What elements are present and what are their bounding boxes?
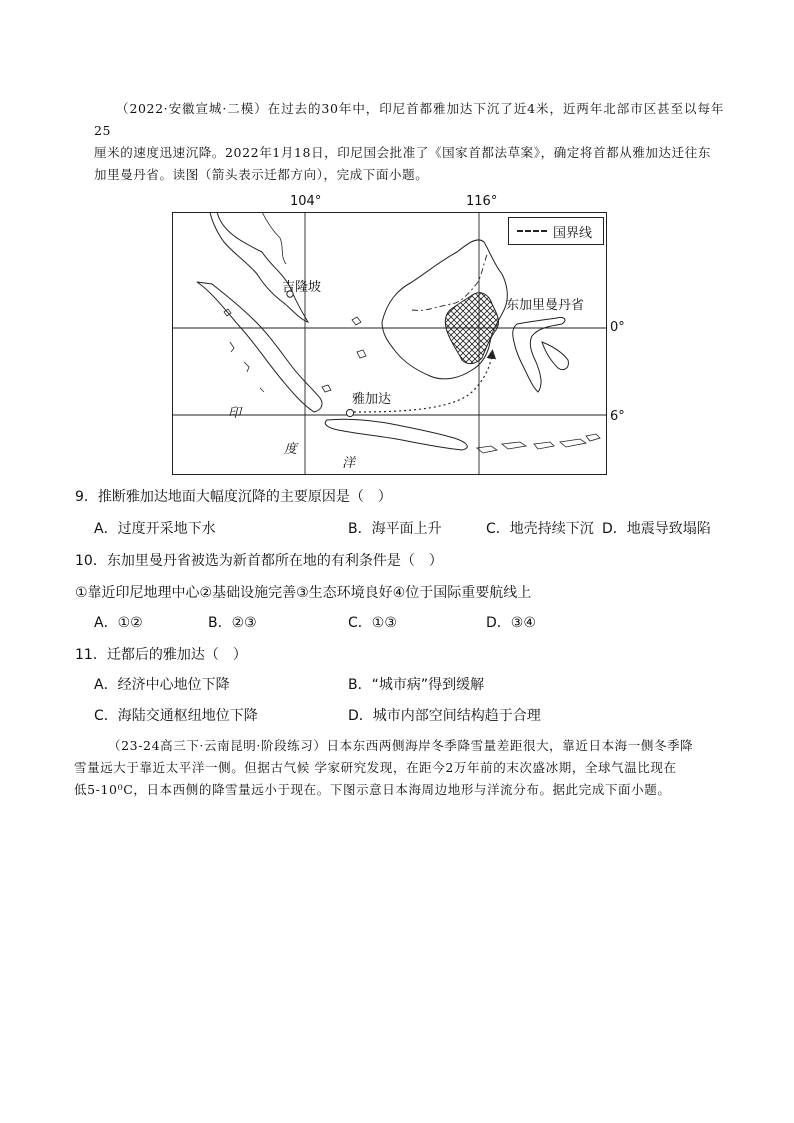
map-svg [172, 212, 607, 475]
q10-stem: 10．东加里曼丹省被选为新首都所在地的有利条件是（ ） [75, 553, 443, 569]
ocean-label-3: 洋 [342, 456, 356, 471]
lat-label-0: 0° [610, 320, 625, 335]
q9-option-d[interactable]: D．地震导致塌陷 [602, 521, 711, 537]
intro-line: 厘米的速度迅速沉降。2022年1月18日，印尼国会批准了《国家首都法草案》，确定将首都从雅加达迁往东 [94, 145, 711, 160]
map-frame [172, 212, 607, 475]
q9-option-c[interactable]: C．地壳持续下沉 [486, 521, 594, 537]
ocean-label-1: 印 [228, 406, 242, 421]
q11-option-b[interactable]: B．“城市病”得到缓解 [348, 677, 485, 693]
q11-option-d[interactable]: D．城市内部空间结构趋于合理 [348, 708, 541, 724]
q11-option-a[interactable]: A．经济中心地位下降 [94, 677, 230, 693]
place-jakarta: 雅加达 [352, 392, 392, 407]
intro-paragraph-1 [94, 98, 724, 186]
lat-label-6: 6° [610, 409, 625, 424]
q10-option-b[interactable]: B．②③ [208, 615, 257, 631]
lon-label-116: 116° [466, 194, 498, 209]
intro-line: 低5-10⁰C，日本西侧的降雪量远小于现在。下图示意日本海周边地形与洋流分布。据此完成下面小题。 [74, 782, 671, 797]
border-line-icon [517, 230, 547, 232]
place-east-kalimantan: 东加里曼丹省 [506, 298, 585, 313]
q10-option-c[interactable]: C．①③ [348, 615, 397, 631]
lon-label-104: 104° [290, 194, 322, 209]
ocean-label-2: 度 [284, 442, 298, 457]
intro-line: （2022·安徽宣城·二模）在过去的30年中，印尼首都雅加达下沉了近4米，近两年北部市区甚至以每年25 [94, 101, 724, 138]
map-legend [508, 217, 604, 245]
intro-line: （23-24高三下·云南昆明·阶段练习）日本东西两侧海岸冬季降雪量差距很大，靠近日本海一侧冬季降 [108, 738, 694, 753]
intro-line: 加里曼丹省。读图（箭头表示迁都方向），完成下面小题。 [94, 167, 429, 182]
q11-option-c[interactable]: C．海陆交通枢纽地位下降 [94, 708, 258, 724]
q10-option-a[interactable]: A．①② [94, 615, 143, 631]
q9-option-a[interactable]: A．过度开采地下水 [94, 521, 216, 537]
jakarta-dot [346, 409, 353, 416]
q11-stem: 11．迁都后的雅加达（ ） [75, 647, 247, 663]
q10-conditions: ①靠近印尼地理中心②基础设施完善③生态环境良好④位于国际重要航线上 [75, 585, 532, 601]
q9-stem: 9．推断雅加达地面大幅度沉降的主要原因是（ ） [75, 489, 392, 505]
q10-option-d[interactable]: D．③④ [486, 615, 536, 631]
intro-line: 雪量远大于靠近太平洋一侧。但据古气候 学家研究发现，在距今2万年前的末次盛冰期，全球气温比现在 [74, 760, 677, 775]
q9-option-b[interactable]: B．海平面上升 [348, 521, 442, 537]
place-kualalumpur: 吉隆坡 [282, 280, 322, 295]
legend-label: 国界线 [553, 225, 593, 241]
intro-paragraph-2 [74, 735, 724, 801]
